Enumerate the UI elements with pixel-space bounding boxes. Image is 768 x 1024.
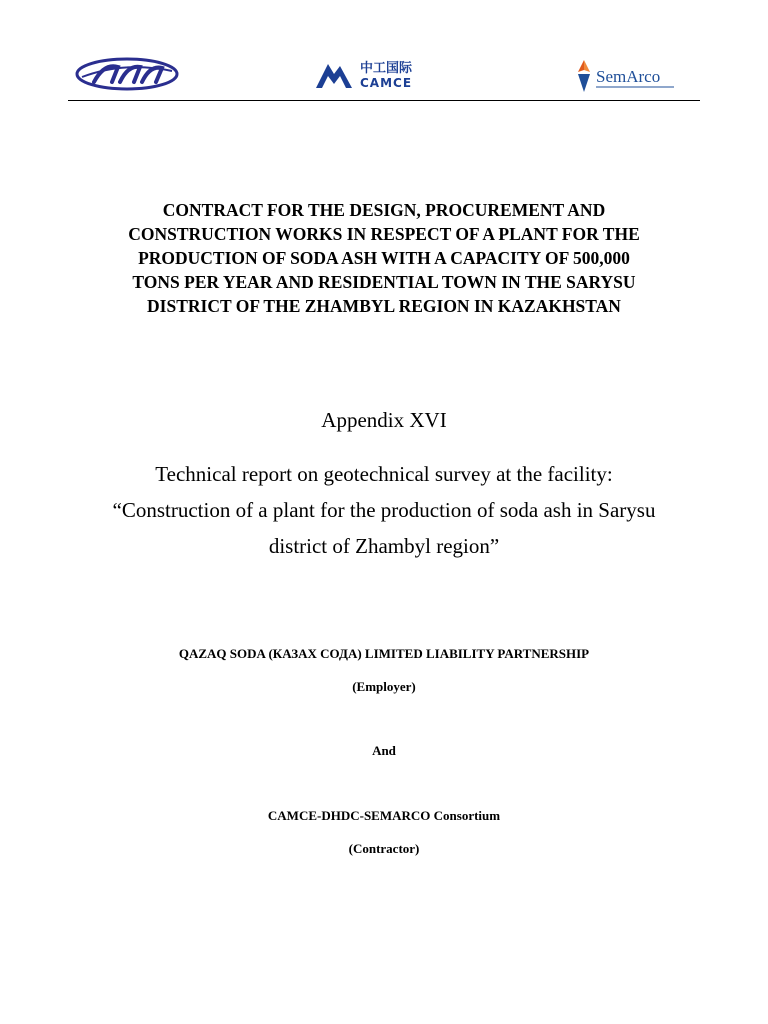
report-title-line: “Construction of a plant for the production of soda ash in Sarysu bbox=[112, 498, 656, 522]
contract-title-line: PRODUCTION OF SODA ASH WITH A CAPACITY OF 500,000 bbox=[138, 248, 630, 268]
semarco-emblem-icon bbox=[574, 56, 678, 96]
dhdc-logo bbox=[74, 55, 180, 93]
conjunction: And bbox=[372, 743, 396, 758]
camce-cn-text: 中工国际 bbox=[360, 61, 413, 76]
report-title-line: Technical report on geotechnical survey at the facility: bbox=[155, 462, 613, 486]
semarco-text: SemArco bbox=[596, 67, 661, 86]
semarco-logo bbox=[574, 56, 678, 96]
contract-title bbox=[60, 198, 708, 318]
appendix-heading: Appendix XVI bbox=[321, 408, 447, 432]
employer-role: (Employer) bbox=[352, 679, 416, 694]
document-header bbox=[68, 52, 700, 101]
report-title-line: district of Zhambyl region” bbox=[268, 534, 500, 558]
camce-emblem-icon bbox=[314, 58, 424, 90]
contract-title-line: CONTRACT FOR THE DESIGN, PROCUREMENT AND bbox=[162, 200, 606, 220]
contract-title-line: CONSTRUCTION WORKS IN RESPECT OF A PLANT FOR THE bbox=[128, 224, 640, 244]
contract-title-line: TONS PER YEAR AND RESIDENTIAL TOWN IN THE SARYSU bbox=[132, 272, 636, 292]
contractor-name: CAMCE-DHDC-SEMARCO Consortium bbox=[267, 808, 501, 823]
camce-en-text: CAMCE bbox=[360, 76, 413, 90]
camce-logo bbox=[314, 58, 424, 90]
contractor-role: (Contractor) bbox=[348, 841, 420, 856]
employer-name: QAZAQ SODA (КАЗАХ СОДА) LIMITED LIABILITY PARTNERSHIP bbox=[178, 646, 590, 661]
report-title bbox=[40, 456, 728, 564]
contract-title-line: DISTRICT OF THE ZHAMBYL REGION IN KAZAKHSTAN bbox=[147, 296, 621, 316]
